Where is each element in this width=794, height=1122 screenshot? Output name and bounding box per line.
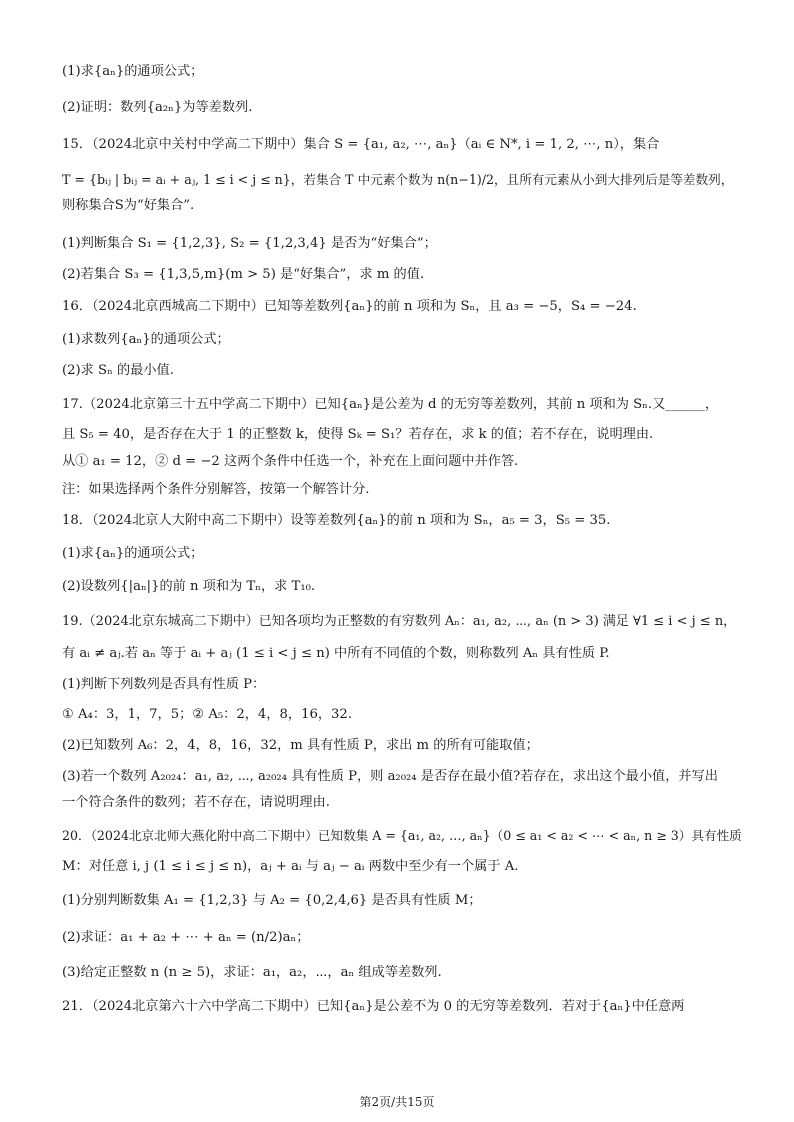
text-line: 从① a₁ = 12，② d = −2 这两个条件中任选一个，补充在上面问题中并作答.	[62, 454, 519, 469]
question-16-line: 16．（2024北京西城高二下期中）已知等差数列{aₙ}的前 n 项和为 Sₙ，且 a₃ = −5，S₄ = −24.	[62, 299, 637, 314]
text-line: 且 S₅ = 40，是否存在大于 1 的正整数 k，使得 Sₖ = S₁？若存在，求 k 的值；若不存在，说明理由.	[62, 427, 654, 442]
text-line: (1)判断集合 S₁ = {1,2,3}, S₂ = {1,2,3,4} 是否为“好集合”；	[62, 236, 437, 251]
text-line: 则称集合S为“好集合”.	[62, 198, 195, 213]
question-21-line: 21．（2024北京第六十六中学高二下期中）已知{aₙ}是公差不为 0 的无穷等差数列．若对于{aₙ}中任意两	[62, 999, 685, 1014]
text-line: (1)求数列{aₙ}的通项公式；	[62, 332, 230, 347]
text-line: ① A₄：3，1，7，5；② A₅：2，4，8，16，32.	[62, 707, 353, 722]
text-line: (1)求{aₙ}的通项公式；	[62, 64, 204, 79]
text-line: (2)若集合 S₃ = {1,3,5,m}(m > 5) 是“好集合”，求 m 的值.	[62, 267, 425, 282]
question-17-line: 17.（2024北京第三十五中学高二下期中）已知{aₙ}是公差为 d 的无穷等差数列，其前 n 项和为 Sₙ.又______，	[62, 397, 719, 412]
text-line: (1)判断下列数列是否具有性质 P：	[62, 677, 266, 692]
text-line: (2)设数列{|aₙ|}的前 n 项和为 Tₙ，求 T₁₀.	[62, 579, 316, 594]
text-line: M：对任意 i, j (1 ≤ i ≤ j ≤ n)，aⱼ + aᵢ 与 aⱼ − aᵢ 两数中至少有一个属于 A.	[62, 859, 519, 874]
text-line: (3)给定正整数 n (n ≥ 5)，求证：a₁，a₂，⋯，aₙ 组成等差数列.	[62, 965, 442, 980]
text-line: (2)已知数列 A₆：2，4，8，16，32，m 具有性质 P，求出 m 的所有可能取值；	[62, 738, 539, 753]
text-line: (2)求证：a₁ + a₂ + ⋯ + aₙ = (n/2)aₙ；	[62, 930, 310, 945]
text-line: (2)求 Sₙ 的最小值.	[62, 363, 174, 378]
question-15-line: 15．（2024北京中关村中学高二下期中）集合 S = {a₁, a₂, ⋯, aₙ}（aᵢ ∈ N*, i = 1, 2, ⋯, n），集合	[62, 137, 660, 152]
question-18-line: 18．（2024北京人大附中高二下期中）设等差数列{aₙ}的前 n 项和为 Sₙ，a₅ = 3，S₅ = 35.	[62, 513, 611, 528]
text-line: T = {bᵢⱼ | bᵢⱼ = aᵢ + aⱼ, 1 ≤ i < j ≤ n}，若集合 T 中元素个数为 n(n−1)/2，且所有元素从小到大排列后是等差数列，	[62, 172, 734, 187]
text-line: (1)求{aₙ}的通项公式；	[62, 546, 204, 561]
text-line: 注：如果选择两个条件分别解答，按第一个解答计分.	[62, 482, 370, 497]
text-line: (1)分别判断数集 A₁ = {1,2,3} 与 A₂ = {0,2,4,6} 是否具有性质 M；	[62, 893, 482, 908]
text-line: 有 aᵢ ≠ aⱼ.若 aₙ 等于 aᵢ + aⱼ (1 ≤ i < j ≤ n) 中所有不同值的个数，则称数列 Aₙ 具有性质 P.	[62, 646, 610, 661]
text-line: (2)证明：数列{a₂ₙ}为等差数列.	[62, 100, 253, 115]
question-19-line: 19.（2024北京东城高二下期中）已知各项均为正整数的有穷数列 Aₙ：a₁, a₂, ⋯, aₙ (n > 3) 满足 ∀1 ≤ i < j ≤ n，	[62, 614, 737, 629]
question-20-line: 20．（2024北京北师大燕化附中高二下期中）已知数集 A = {a₁, a₂, …, aₙ}（0 ≤ a₁ < a₂ < ⋯ < aₙ, n ≥ 3）具有性质	[62, 828, 742, 843]
text-line: (3)若一个数列 A₂₀₂₄：a₁, a₂, ⋯, a₂₀₂₄ 具有性质 P，则 a₂₀₂₄ 是否存在最小值?若存在，求出这个最小值，并写出	[62, 769, 718, 784]
text-line: 一个符合条件的数列；若不存在，请说明理由.	[62, 795, 330, 810]
page-footer: 第2页/共15页	[359, 1095, 435, 1109]
